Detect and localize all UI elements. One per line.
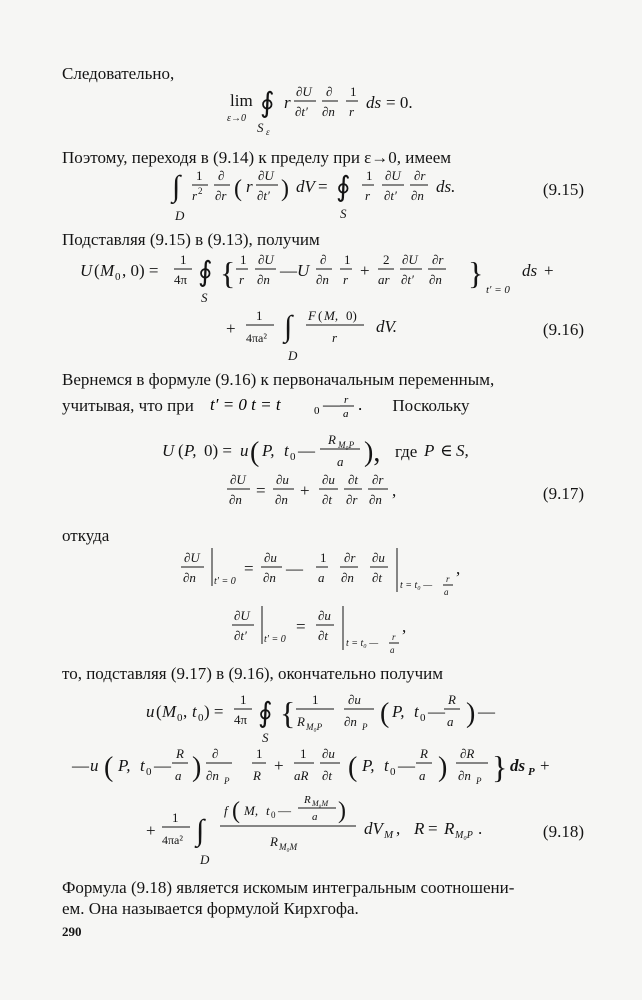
svg-text:t′ = 0: t′ = 0 <box>214 576 236 587</box>
svg-text:R: R <box>270 834 278 849</box>
svg-text:+: + <box>274 756 284 775</box>
svg-text:+: + <box>360 261 370 280</box>
svg-text:∂t′: ∂t′ <box>384 188 397 203</box>
svg-text:, 0) =: , 0) = <box>122 261 159 280</box>
svg-text:∂n: ∂n <box>322 104 335 119</box>
svg-text:0: 0 <box>146 766 152 778</box>
svg-text:=: = <box>256 481 266 500</box>
svg-text:r: r <box>365 188 371 203</box>
text-p2: Поэтому, переходя в (9.14) к пределу при ε→0, имеем <box>62 148 452 167</box>
svg-text:∂t: ∂t <box>348 472 359 487</box>
text-p4a: Вернемся в формуле (9.16) к первоначальным переменным, <box>62 370 495 389</box>
formula-918-line1 <box>146 692 496 745</box>
svg-text:1: 1 <box>180 252 187 267</box>
svg-text:t: t <box>384 756 389 775</box>
svg-text:a: a <box>175 768 182 783</box>
svg-text:P,: P, <box>262 441 275 460</box>
text-p1: Следовательно, <box>62 64 175 83</box>
formula-dudt <box>232 606 406 655</box>
svg-text:+: + <box>146 821 156 840</box>
svg-text:t′ = 0: t′ = 0 <box>486 284 510 296</box>
svg-text:1: 1 <box>240 692 247 707</box>
svg-text:∂U: ∂U <box>402 252 418 267</box>
svg-text:(: ( <box>318 308 323 323</box>
svg-text:,: , <box>402 617 407 636</box>
svg-text:1: 1 <box>320 550 327 565</box>
svg-text:1: 1 <box>172 810 179 825</box>
svg-text:=: = <box>296 617 306 636</box>
svg-text:a: a <box>444 587 449 597</box>
svg-text:0) =: 0) = <box>204 441 232 460</box>
svg-text:(: ( <box>156 702 162 721</box>
svg-text:0: 0 <box>177 712 183 724</box>
svg-text:∫: ∫ <box>284 310 293 343</box>
svg-text:∂t: ∂t <box>372 570 383 585</box>
svg-text:M₀M: M₀M <box>312 799 329 808</box>
svg-text:—: — <box>278 803 291 818</box>
svg-text:P,: P, <box>392 702 405 721</box>
svg-text:1: 1 <box>300 746 307 761</box>
svg-text:+: + <box>544 261 554 280</box>
svg-text:1: 1 <box>344 252 351 267</box>
svg-text:∫: ∫ <box>172 170 181 203</box>
eq-number-918: (9.18) <box>542 822 584 841</box>
svg-text:∂n: ∂n <box>429 272 442 287</box>
svg-text:P,: P, <box>362 756 375 775</box>
formula-limit <box>227 84 413 137</box>
formula-915 <box>170 168 455 223</box>
svg-text:U: U <box>297 261 310 280</box>
svg-text:—: — <box>154 756 171 775</box>
svg-text:∂: ∂ <box>212 746 219 761</box>
svg-text:): ) <box>438 752 448 783</box>
svg-text:2: 2 <box>198 186 203 196</box>
text-p5: откуда <box>62 526 110 545</box>
text-p3: Подставляя (9.15) в (9.13), получим <box>62 230 320 249</box>
text-p6: то, подставляя (9.17) в (9.16), окончательно получим <box>62 664 444 683</box>
svg-text:∂n: ∂n <box>344 714 357 729</box>
svg-text:a: a <box>447 714 454 729</box>
svg-text:0: 0 <box>198 712 204 724</box>
svg-text:∂n: ∂n <box>275 492 288 507</box>
where-label: где <box>395 442 418 461</box>
svg-text:R: R <box>176 746 184 761</box>
svg-text:R: R <box>328 432 336 447</box>
svg-text:}: } <box>492 749 508 785</box>
svg-text:P: P <box>224 776 230 786</box>
svg-text:0: 0 <box>420 712 426 724</box>
svg-text:r: r <box>332 330 338 345</box>
svg-text:.: . <box>478 819 483 838</box>
svg-text:—: — <box>286 559 303 578</box>
eq-number-917: (9.17) <box>542 484 584 503</box>
svg-text:D: D <box>200 852 210 867</box>
svg-text:(: ( <box>380 698 390 729</box>
svg-text:.: . <box>358 395 363 414</box>
svg-text:M: M <box>162 702 177 721</box>
svg-text:t: t <box>266 803 270 818</box>
svg-text:∂t: ∂t <box>322 768 333 783</box>
svg-text:ε→0: ε→0 <box>227 113 246 124</box>
svg-text:r: r <box>343 272 349 287</box>
svg-text:∂n: ∂n <box>411 188 424 203</box>
svg-text:dV: dV <box>364 819 383 838</box>
svg-text:∂t: ∂t <box>318 628 329 643</box>
svg-text:∂u: ∂u <box>322 746 335 761</box>
svg-text:∂r: ∂r <box>432 252 444 267</box>
svg-text:P: P <box>528 766 535 778</box>
svg-text:ds: ds <box>366 93 382 112</box>
svg-text:0: 0 <box>390 766 396 778</box>
svg-text:1: 1 <box>256 746 263 761</box>
svg-text:∂: ∂ <box>218 168 225 183</box>
svg-text:(: ( <box>94 261 100 280</box>
formula-dudn <box>181 548 460 597</box>
svg-text:= 0.: = 0. <box>386 93 413 112</box>
svg-text:a: a <box>390 645 395 655</box>
svg-text:u: u <box>146 702 155 721</box>
svg-text:{: { <box>220 255 236 291</box>
svg-text:M,: M, <box>324 308 339 323</box>
formula-918-line3 <box>146 794 482 867</box>
svg-text:+: + <box>540 756 550 775</box>
svg-text:∮: ∮ <box>258 698 273 729</box>
svg-text:R: R <box>297 714 305 729</box>
svg-text:∂U: ∂U <box>234 608 250 623</box>
formula-up0 <box>162 432 469 469</box>
svg-text:r: r <box>284 93 291 112</box>
svg-text:=: = <box>428 819 438 838</box>
svg-text:}: } <box>468 255 484 291</box>
svg-text:P: P <box>362 722 368 732</box>
svg-text:1: 1 <box>350 84 357 99</box>
svg-text:0: 0 <box>314 405 320 417</box>
svg-text:∂U: ∂U <box>258 252 274 267</box>
svg-text:—: — <box>72 756 89 775</box>
svg-text:t′ = 0 t = t: t′ = 0 t = t <box>210 395 281 414</box>
svg-text:D: D <box>288 348 298 363</box>
formula-916-line2 <box>226 308 398 363</box>
svg-text:∂r: ∂r <box>414 168 426 183</box>
svg-text:1: 1 <box>196 168 203 183</box>
text-p7b: ем. Она называется формулой Кирхгофа. <box>62 899 359 918</box>
svg-text:M₀P: M₀P <box>306 722 323 732</box>
svg-text:∈: ∈ <box>440 441 453 460</box>
svg-text:,: , <box>456 559 461 578</box>
svg-text:—: — <box>298 441 315 460</box>
svg-text:R: R <box>304 794 311 806</box>
svg-text:M: M <box>100 261 115 280</box>
svg-text:a: a <box>312 811 318 823</box>
svg-text:a: a <box>318 570 325 585</box>
svg-text:S: S <box>257 120 264 135</box>
svg-text:r: r <box>392 632 396 642</box>
svg-text:ε: ε <box>266 127 270 137</box>
svg-text:∂: ∂ <box>320 252 327 267</box>
svg-text:U: U <box>80 261 93 280</box>
svg-text:t: t <box>414 702 419 721</box>
svg-text:(: ( <box>348 752 358 783</box>
svg-text:t: t <box>192 702 197 721</box>
svg-text:,: , <box>183 702 188 721</box>
svg-text:dV: dV <box>296 177 315 196</box>
svg-text:4πa²: 4πa² <box>162 833 183 847</box>
svg-text:a: a <box>343 408 349 417</box>
svg-text:S: S <box>340 206 347 221</box>
svg-text:2: 2 <box>383 252 390 267</box>
svg-text:∂U: ∂U <box>230 472 246 487</box>
svg-text:∂u: ∂u <box>372 550 385 565</box>
svg-text:P: P <box>476 776 482 786</box>
svg-text:1: 1 <box>312 692 319 707</box>
svg-text:∂r: ∂r <box>372 472 384 487</box>
svg-text:U: U <box>162 441 175 460</box>
svg-text:lim: lim <box>230 91 253 110</box>
svg-text:∮: ∮ <box>336 172 351 203</box>
svg-text:),: ), <box>364 437 381 468</box>
svg-text:0: 0 <box>290 451 296 463</box>
svg-text:∂n: ∂n <box>183 570 196 585</box>
page-number: 290 <box>62 924 82 939</box>
svg-text:R: R <box>253 768 261 783</box>
svg-text:dV.: dV. <box>376 317 397 336</box>
svg-text:=: = <box>244 559 254 578</box>
svg-text:) =: ) = <box>204 702 224 721</box>
svg-text:—: — <box>398 756 415 775</box>
svg-text:u: u <box>240 441 249 460</box>
svg-text:): ) <box>192 752 202 783</box>
svg-text:+: + <box>226 319 236 338</box>
svg-text:r: r <box>349 104 355 119</box>
svg-text:t′ = 0: t′ = 0 <box>264 634 286 645</box>
svg-text:P: P <box>424 441 435 460</box>
svg-text:t: t <box>140 756 145 775</box>
svg-text:r: r <box>344 395 349 406</box>
svg-text:R: R <box>448 692 456 707</box>
svg-text:∂r: ∂r <box>344 550 356 565</box>
svg-text:a: a <box>419 768 426 783</box>
svg-text:∂R: ∂R <box>460 746 475 761</box>
svg-text:—: — <box>280 261 297 280</box>
svg-text:(: ( <box>234 176 242 202</box>
text-p4b-prefix: учитывая, что при <box>62 396 194 415</box>
svg-text:R: R <box>420 746 428 761</box>
svg-text:4π: 4π <box>234 712 248 727</box>
svg-text:∂n: ∂n <box>257 272 270 287</box>
svg-text:0: 0 <box>271 810 276 820</box>
svg-text:,: , <box>396 819 401 838</box>
svg-text:{: { <box>280 695 296 731</box>
svg-text:aR: aR <box>294 768 309 783</box>
formula-917 <box>227 472 396 507</box>
svg-text:∂n: ∂n <box>341 570 354 585</box>
svg-text:∂n: ∂n <box>206 768 219 783</box>
svg-text:∂: ∂ <box>326 84 333 99</box>
svg-text:∂U: ∂U <box>296 84 312 99</box>
svg-text:∂u: ∂u <box>264 550 277 565</box>
svg-text:,: , <box>392 481 397 500</box>
svg-text:4πa²: 4πa² <box>246 331 267 345</box>
svg-text:∂U: ∂U <box>258 168 274 183</box>
svg-text:0: 0 <box>115 271 121 283</box>
svg-text:=: = <box>318 177 328 196</box>
svg-text:+: + <box>300 481 310 500</box>
svg-text:t: t <box>284 441 289 460</box>
svg-text:∫: ∫ <box>196 814 205 847</box>
svg-text:r: r <box>446 574 450 584</box>
svg-text:P,: P, <box>184 441 197 460</box>
svg-text:): ) <box>466 698 476 729</box>
svg-text:∂t′: ∂t′ <box>295 104 308 119</box>
svg-text:—: — <box>323 395 341 414</box>
svg-text:(: ( <box>232 798 240 824</box>
svg-text:P,: P, <box>118 756 131 775</box>
svg-text:M₀P: M₀P <box>338 440 355 450</box>
eq-number-915: (9.15) <box>542 180 584 199</box>
svg-text:4π: 4π <box>174 272 188 287</box>
svg-text:∂u: ∂u <box>348 692 361 707</box>
svg-text:ds: ds <box>522 261 538 280</box>
svg-text:∂t: ∂t <box>322 492 333 507</box>
svg-text:∂n: ∂n <box>316 272 329 287</box>
svg-text:∮: ∮ <box>198 257 213 288</box>
svg-text:∂u: ∂u <box>322 472 335 487</box>
svg-text:ar: ar <box>378 272 390 287</box>
eq-number-916: (9.16) <box>542 320 584 339</box>
svg-text:r: r <box>246 177 253 196</box>
svg-text:∂u: ∂u <box>318 608 331 623</box>
svg-text:ds.: ds. <box>436 177 456 196</box>
svg-text:ds: ds <box>510 756 526 775</box>
svg-text:∂n: ∂n <box>229 492 242 507</box>
svg-text:): ) <box>338 798 346 824</box>
svg-text:∂r: ∂r <box>346 492 358 507</box>
svg-text:(: ( <box>178 441 184 460</box>
svg-text:0): 0) <box>346 308 357 323</box>
svg-text:∂r: ∂r <box>215 188 227 203</box>
svg-text:f: f <box>224 803 228 818</box>
svg-text:M,: M, <box>244 803 259 818</box>
svg-text:∂t′: ∂t′ <box>257 188 270 203</box>
svg-text:D: D <box>175 208 185 223</box>
svg-text:F: F <box>308 308 316 323</box>
svg-text:t = t₀ —: t = t₀ — <box>400 580 433 591</box>
svg-text:—: — <box>428 702 445 721</box>
svg-text:r: r <box>192 188 198 203</box>
svg-text:1: 1 <box>366 168 373 183</box>
text-p7a: Формула (9.18) является искомым интегральным соотношени- <box>62 878 515 897</box>
formula-918-line2 <box>71 746 550 786</box>
svg-text:∂u: ∂u <box>276 472 289 487</box>
svg-text:M₀M: M₀M <box>279 842 298 852</box>
svg-text:1: 1 <box>240 252 247 267</box>
svg-text:M: M <box>384 829 394 841</box>
svg-text:∮: ∮ <box>260 88 275 119</box>
svg-text:(: ( <box>250 437 260 468</box>
svg-text:1: 1 <box>256 308 263 323</box>
svg-text:∂t′: ∂t′ <box>234 628 247 643</box>
formula-916-line1 <box>80 252 554 305</box>
svg-text:a: a <box>337 454 344 469</box>
svg-text:t = t₀ —: t = t₀ — <box>346 638 379 649</box>
text-p4b-suffix: Поскольку <box>392 396 470 415</box>
svg-text:r: r <box>239 272 245 287</box>
svg-text:R: R <box>414 819 425 838</box>
svg-text:): ) <box>281 176 289 202</box>
svg-text:∂n: ∂n <box>369 492 382 507</box>
svg-text:(: ( <box>104 752 114 783</box>
svg-text:∂t′: ∂t′ <box>401 272 414 287</box>
svg-text:S,: S, <box>456 441 469 460</box>
svg-text:∂U: ∂U <box>385 168 401 183</box>
svg-text:S: S <box>262 730 269 745</box>
svg-text:R: R <box>444 819 455 838</box>
svg-text:—: — <box>478 702 495 721</box>
svg-text:S: S <box>201 290 208 305</box>
svg-text:∂n: ∂n <box>263 570 276 585</box>
svg-text:u: u <box>90 756 99 775</box>
svg-text:∂U: ∂U <box>184 550 200 565</box>
svg-text:∂n: ∂n <box>458 768 471 783</box>
svg-text:M₀P: M₀P <box>455 830 473 841</box>
